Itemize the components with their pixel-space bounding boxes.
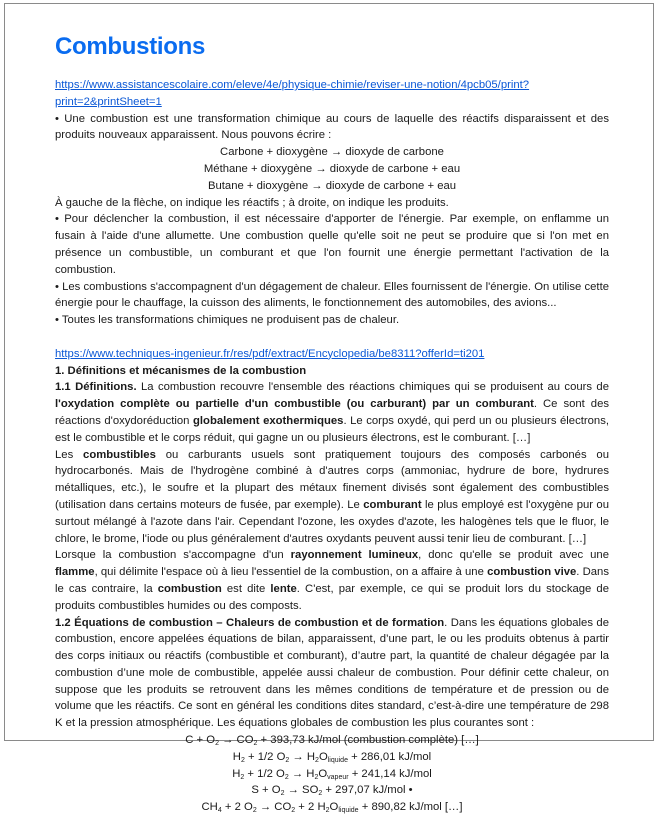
subscript: 4 <box>217 807 222 815</box>
text: H <box>232 750 241 763</box>
text: → H <box>289 750 316 763</box>
text: . Ce sont des réactions d'oxydoréduction <box>55 398 610 427</box>
text: + 297,07 kJ/mol • <box>322 784 413 797</box>
document-page <box>4 3 654 815</box>
bold-text: 1.2 Équations de combustion – Chaleurs de combustion et de formation <box>55 616 445 629</box>
source-link-techniques-ingenieur[interactable]: https://www.techniques-ingenieur.fr/res/pdf/extract/Encyclopedia/be8311?offerId=ti201 <box>55 347 485 360</box>
bold-text: rayonnement lumineux <box>290 549 419 562</box>
word-equation-1: Carbone + dioxygène → dioxyde de carbone <box>220 146 444 159</box>
text: La combustion recouvre l'ensemble des réactions chimiques qui se produisent au cours de <box>136 381 609 394</box>
text: → CO <box>218 734 254 747</box>
text: + 2 H <box>295 801 326 814</box>
subscript: 2 <box>318 790 323 798</box>
text: Lorsque la combustion s'accompagne d'un <box>55 549 291 562</box>
spacer <box>55 329 609 346</box>
subscript: 2 <box>215 740 219 748</box>
text: C + O <box>185 734 216 747</box>
text: + 241,14 kJ/mol <box>348 767 432 780</box>
subscript: 2 <box>252 807 257 815</box>
text: + 393,73 kJ/mol (combustion complète) […] <box>257 734 479 747</box>
text: → SO <box>284 784 319 797</box>
intro-paragraph: • Une combustion est une transformation chimique au cours de laquelle des réactifs disparaissent et des produits nouveaux apparaissent. Nous pouvons écrire : <box>55 112 609 142</box>
text: est dite <box>221 582 271 595</box>
text: Les <box>55 448 84 461</box>
source-link-2-line <box>55 346 609 363</box>
bold-text: l'oxydation complète ou partielle d'un combustible (ou carburant) par un comburant <box>55 398 534 411</box>
section-heading <box>55 363 609 380</box>
text: , donc qu'elle se produit avec une <box>418 549 609 562</box>
word-equation-3: Butane + dioxygène → dioxyde de carbone + eau <box>207 179 457 192</box>
bullet-heat-release: • Les combustions s'accompagnent d'un dégagement de chaleur. Elles fournissent de l'énergie. On utilise cette énergie pour le chauffage, la cuisson des aliments, le fonctionnement des automobiles, des avions... <box>55 280 609 310</box>
combustibles-paragraph <box>55 447 609 548</box>
subscript: 2 <box>284 773 289 781</box>
chemical-equation-1 <box>55 732 609 749</box>
text: + 1/2 O <box>244 750 286 763</box>
subscript: 2 <box>240 773 245 781</box>
bold-text: combustibles <box>83 448 156 461</box>
subscript: 2 <box>315 756 319 764</box>
text: → H <box>288 767 315 780</box>
subscript: vapeur <box>327 773 349 781</box>
source-link-assistancescolaire[interactable]: https://www.assistancescolaire.com/eleve/4e/physique-chimie/reviser-une-notion/4pcb05/print?print=2&printSheet=1 <box>55 79 530 108</box>
bullet-energy-activation: • Pour déclencher la combustion, il est nécessaire d'apporter de l'énergie. Par exemple, on enflamme un fusain à l'aide d'une allumette. Une combustion quelle qu'elle soit ne peut se produire que si l'on met en présence un combustible, un comburant et que l'on fournit une énergie permettant l'activation de la combustion. <box>55 213 609 276</box>
chemical-equation-3 <box>55 766 609 783</box>
equations-paragraph <box>55 615 609 733</box>
subscript: 2 <box>253 740 258 748</box>
word-equation-2: Méthane + dioxygène → dioxyde de carbone + eau <box>203 162 461 175</box>
text: + 286,01 kJ/mol <box>347 750 432 763</box>
combustion-vive-paragraph <box>55 547 609 614</box>
bold-text: comburant <box>363 498 422 511</box>
text: + 890,82 kJ/mol […] <box>358 801 463 814</box>
document-body <box>55 77 609 816</box>
text: + 2 O <box>221 801 253 814</box>
subscript: 2 <box>240 756 245 764</box>
chemical-equation-5 <box>55 799 609 816</box>
chemical-equation-4 <box>55 782 609 799</box>
text: H <box>232 767 241 780</box>
subscript: 2 <box>285 756 290 764</box>
chemical-equation-2 <box>55 749 609 766</box>
reactants-products-note: À gauche de la flèche, on indique les réactifs ; à droite, on indique les produits. <box>55 196 449 209</box>
subscript: liquide <box>338 807 359 815</box>
text: + 1/2 O <box>244 767 285 780</box>
text: . Le corps oxydé, qui perd un ou plusieurs électrons, est le combustible et le corps réduit, qui gagne un ou plusieurs électrons, est le comburant. […] <box>55 414 609 444</box>
bold-text: lente <box>270 582 297 595</box>
source-link-1-line <box>55 77 609 111</box>
text: , qui délimite l'espace où à lieu l'essentiel de la combustion, on a affaire à une <box>94 566 488 579</box>
bold-text: globalement exothermiques <box>193 414 344 427</box>
text: le plus employé est l'oxygène pur ou surtout mélangé à l'azote dans l'air. Cependant l'ozone, les oxydes d'azote, les halogènes tels que le fluor, le chlore, le brome, l'iode ou plus généralement d'autres oxydants peuvent aussi tenir lieu de comburant. […] <box>55 498 609 545</box>
text: . C'est, par exemple, ce qui se produit lors du stockage de produits combustibles humides ou des composts. <box>55 582 609 612</box>
text: ou carburants usuels sont pratiquement toujours des composés carbonés ou hydrocarbonés. Mais de l'hydrogène combiné à d'autres corps (ammoniac, hydrure de bore, hydrures métalliques, etc.), le soufre et la plupart des métaux finement divisés sont également des combustibles (utilisation dans certains moteurs de fusée, par exemple). Le <box>55 448 609 511</box>
bold-text: 1.1 Définitions. <box>55 381 137 394</box>
bold-text: combustion vive <box>487 566 577 579</box>
text: O <box>329 801 339 814</box>
page-title: Combustions <box>55 33 206 60</box>
definitions-paragraph <box>55 379 609 446</box>
bold-text: flamme <box>55 566 95 579</box>
text: O <box>318 750 328 763</box>
subscript: 2 <box>291 807 296 815</box>
subscript: 2 <box>325 807 330 815</box>
text: → CO <box>256 801 292 814</box>
text: . Dans les équations globales de combustion, encore appelées équations de bilan, apparaissent, d’une part, le ou les produits obtenus à partir des corps initiaux ou réactifs (combustible et comburant), d’autre part, la quantité de chaleur dégagée par la combustion d’une mole de combustible, appelée aussi chaleur de combustion. Pour définir cette chaleur, on suppose que les produits se retrouvent dans les mêmes conditions de température et de pression ou de volume que les réactifs. Ce sont en général les conditions dites standard, c’est-à-dire une température de 298 K et la pression atmosphérique. Les équations globales de combustion les plus courantes sont : <box>55 616 610 730</box>
subscript: 2 <box>280 790 285 798</box>
subscript: 2 <box>314 773 319 781</box>
text: O <box>318 767 328 780</box>
bullet-no-heat: • Toutes les transformations chimiques ne produisent pas de chaleur. <box>55 314 400 327</box>
subscript: liquide <box>327 756 348 764</box>
bold-text: combustion <box>157 582 222 595</box>
section-heading-text: 1. Définitions et mécanismes de la combustion <box>55 364 307 377</box>
text: . Dans le cas contraire, la <box>55 566 609 595</box>
text: CH <box>201 801 218 814</box>
text: S + O <box>251 784 281 797</box>
